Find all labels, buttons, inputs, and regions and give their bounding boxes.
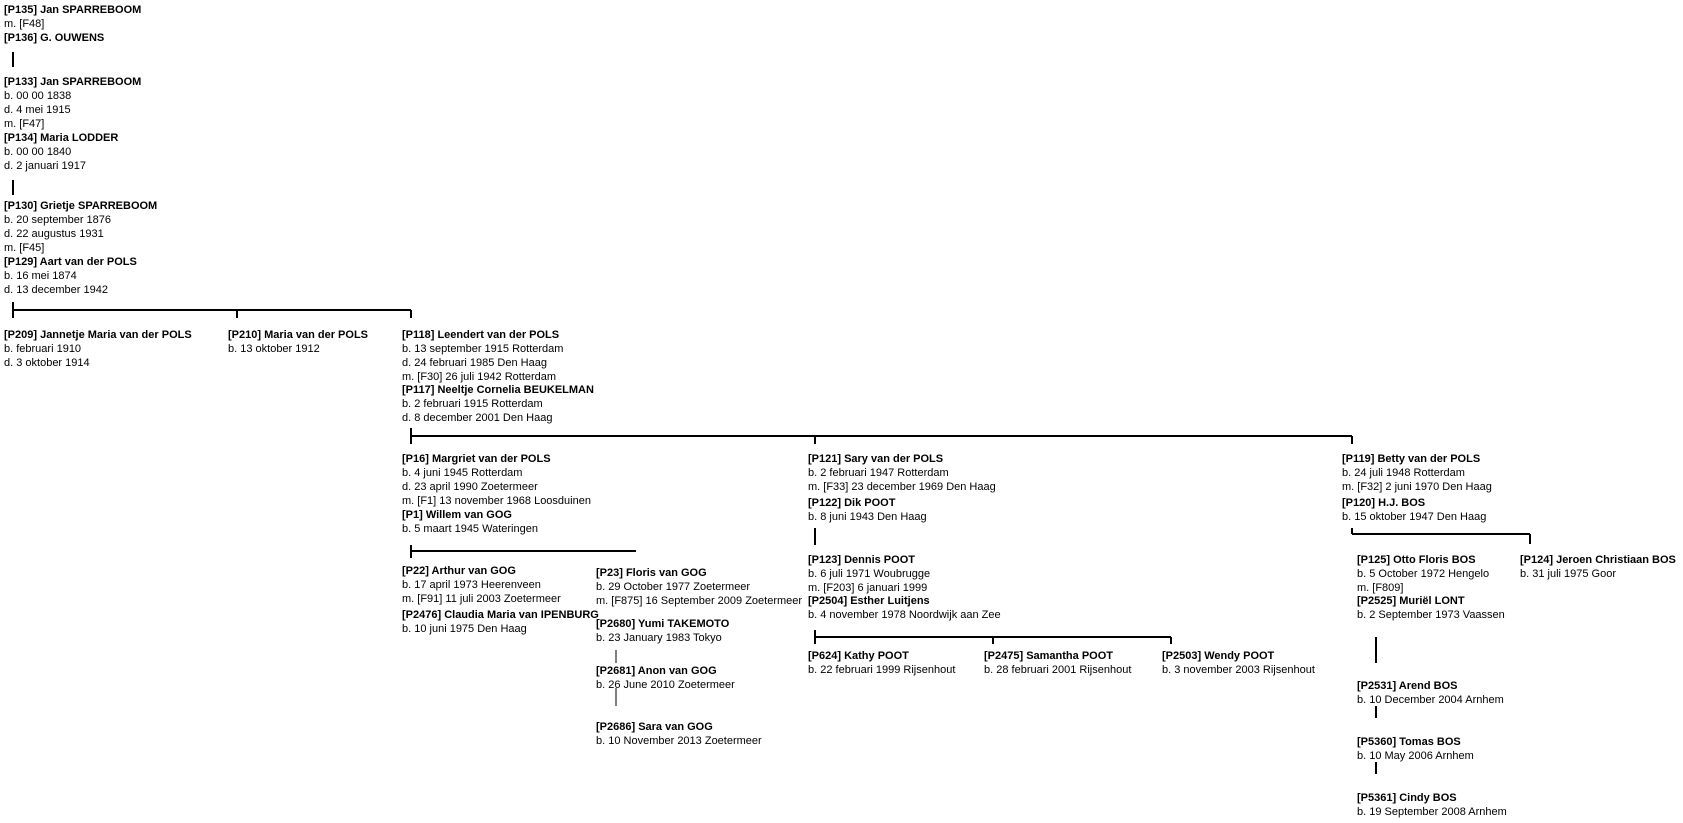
- person-fact: b. 2 September 1973 Vaassen: [1357, 609, 1505, 621]
- person-name: [P136] G. OUWENS: [4, 32, 105, 44]
- person-p2686[interactable]: [596, 720, 762, 748]
- person-name: [P16] Margriet van der POLS: [402, 453, 551, 465]
- person-name: [P2503] Wendy POOT: [1162, 650, 1275, 662]
- person-name: [P135] Jan SPARREBOOM: [4, 4, 142, 16]
- person-name: [P22] Arthur van GOG: [402, 565, 516, 577]
- person-fact: b. 00 00 1840: [4, 146, 72, 158]
- person-name: [P129] Aart van der POLS: [4, 256, 137, 268]
- person-fact: b. 10 November 2013 Zoetermeer: [596, 735, 762, 747]
- person-p122[interactable]: [808, 496, 927, 524]
- person-name: [P624] Kathy POOT: [808, 650, 909, 662]
- person-fact: b. 2 februari 1947 Rotterdam: [808, 467, 949, 479]
- person-fact: m. [F875] 16 September 2009 Zoetermeer: [596, 595, 803, 607]
- person-name: [P118] Leendert van der POLS: [402, 329, 560, 341]
- person-name: [P5360] Tomas BOS: [1357, 736, 1461, 748]
- person-fact: d. 13 december 1942: [4, 284, 108, 296]
- person-fact: b. 10 May 2006 Arnhem: [1357, 750, 1474, 762]
- person-fact: m. [F809]: [1357, 582, 1404, 594]
- person-fact: b. 2 februari 1915 Rotterdam: [402, 398, 543, 410]
- person-fact: b. 28 februari 2001 Rijsenhout: [984, 664, 1132, 676]
- person-fact: m. [F1] 13 november 1968 Loosduinen: [402, 495, 591, 507]
- person-p136[interactable]: [4, 31, 104, 45]
- person-name: [P209] Jannetje Maria van der POLS: [4, 329, 192, 341]
- person-fact: b. 5 October 1972 Hengelo: [1357, 568, 1490, 580]
- person-name: [P2504] Esther Luitjens: [808, 595, 930, 607]
- person-name: [P210] Maria van der POLS: [228, 329, 368, 341]
- person-fact: m. [F48]: [4, 18, 45, 30]
- person-fact: m. [F91] 11 juli 2003 Zoetermeer: [402, 593, 561, 605]
- person-name: [P2476] Claudia Maria van IPENBURG: [402, 609, 599, 621]
- person-fact: b. 6 juli 1971 Woubrugge: [808, 568, 931, 580]
- person-fact: b. 19 September 2008 Arnhem: [1357, 806, 1507, 818]
- person-p2475[interactable]: [984, 649, 1131, 677]
- person-name: [P2681] Anon van GOG: [596, 665, 717, 677]
- person-p130[interactable]: [4, 199, 157, 255]
- person-fact: b. 13 oktober 1912: [228, 343, 320, 355]
- person-fact: b. 00 00 1838: [4, 90, 72, 102]
- person-p16[interactable]: [402, 452, 591, 508]
- person-p5361[interactable]: [1357, 791, 1507, 819]
- person-fact: b. 24 juli 1948 Rotterdam: [1342, 467, 1465, 479]
- person-name: [P2475] Samantha POOT: [984, 650, 1113, 662]
- person-p2680[interactable]: [596, 617, 729, 645]
- person-p133[interactable]: [4, 75, 141, 131]
- person-name: [P124] Jeroen Christiaan BOS: [1520, 554, 1676, 566]
- person-fact: b. 23 January 1983 Tokyo: [596, 632, 722, 644]
- person-fact: b. 31 juli 1975 Goor: [1520, 568, 1617, 580]
- person-fact: b. 4 november 1978 Noordwijk aan Zee: [808, 609, 1001, 621]
- person-p2503[interactable]: [1162, 649, 1315, 677]
- person-name: [P5361] Cindy BOS: [1357, 792, 1457, 804]
- person-name: [P2531] Arend BOS: [1357, 680, 1458, 692]
- person-fact: d. 8 december 2001 Den Haag: [402, 412, 553, 424]
- person-name: [P130] Grietje SPARREBOOM: [4, 200, 158, 212]
- person-p209[interactable]: [4, 328, 192, 370]
- person-fact: m. [F32] 2 juni 1970 Den Haag: [1342, 481, 1492, 493]
- person-p118[interactable]: [402, 328, 563, 384]
- person-p117[interactable]: [402, 383, 594, 425]
- person-name: [P1] Willem van GOG: [402, 509, 512, 521]
- person-fact: m. [F47]: [4, 118, 45, 130]
- person-fact: b. 20 september 1876: [4, 214, 112, 226]
- person-p1[interactable]: [402, 508, 538, 536]
- person-fact: b. 4 juni 1945 Rotterdam: [402, 467, 523, 479]
- person-name: [P2680] Yumi TAKEMOTO: [596, 618, 730, 630]
- person-name: [P121] Sary van der POLS: [808, 453, 944, 465]
- person-fact: d. 4 mei 1915: [4, 104, 71, 116]
- person-fact: b. 17 april 1973 Heerenveen: [402, 579, 541, 591]
- person-p135[interactable]: [4, 3, 141, 31]
- person-p2525[interactable]: [1357, 594, 1505, 622]
- person-name: [P117] Neeltje Cornelia BEUKELMAN: [402, 384, 594, 396]
- person-p2476[interactable]: [402, 608, 599, 636]
- person-name: [P123] Dennis POOT: [808, 554, 915, 566]
- person-name: [P2686] Sara van GOG: [596, 721, 713, 733]
- person-fact: b. 3 november 2003 Rijsenhout: [1162, 664, 1315, 676]
- person-name: [P122] Dik POOT: [808, 497, 896, 509]
- person-name: [P134] Maria LODDER: [4, 132, 119, 144]
- person-p2504[interactable]: [808, 594, 1001, 622]
- person-fact: d. 2 januari 1917: [4, 160, 86, 172]
- person-fact: d. 24 februari 1985 Den Haag: [402, 357, 547, 369]
- person-name: [P120] H.J. BOS: [1342, 497, 1426, 509]
- person-fact: b. 8 juni 1943 Den Haag: [808, 511, 927, 523]
- person-fact: d. 22 augustus 1931: [4, 228, 104, 240]
- person-p624[interactable]: [808, 649, 955, 677]
- person-p2531[interactable]: [1357, 679, 1504, 707]
- person-p123[interactable]: [808, 553, 930, 595]
- person-p125[interactable]: [1357, 553, 1489, 595]
- person-fact: d. 3 oktober 1914: [4, 357, 90, 369]
- person-p124[interactable]: [1520, 553, 1676, 581]
- person-name: [P125] Otto Floris BOS: [1357, 554, 1476, 566]
- person-fact: b. 26 June 2010 Zoetermeer: [596, 679, 735, 691]
- person-fact: b. 15 oktober 1947 Den Haag: [1342, 511, 1487, 523]
- person-p5360[interactable]: [1357, 735, 1474, 763]
- person-name: [P119] Betty van der POLS: [1342, 453, 1481, 465]
- person-fact: m. [F33] 23 december 1969 Den Haag: [808, 481, 996, 493]
- person-p22[interactable]: [402, 564, 561, 606]
- person-fact: m. [F203] 6 januari 1999: [808, 582, 928, 594]
- person-name: [P2525] Muriël LONT: [1357, 595, 1465, 607]
- person-p121[interactable]: [808, 452, 996, 494]
- person-fact: b. 10 December 2004 Arnhem: [1357, 694, 1504, 706]
- person-name: [P23] Floris van GOG: [596, 567, 707, 579]
- person-fact: b. 29 October 1977 Zoetermeer: [596, 581, 751, 593]
- person-fact: b. 13 september 1915 Rotterdam: [402, 343, 564, 355]
- person-name: [P133] Jan SPARREBOOM: [4, 76, 142, 88]
- person-fact: m. [F45]: [4, 242, 45, 254]
- person-p210[interactable]: [228, 328, 368, 356]
- person-fact: b. 16 mei 1874: [4, 270, 77, 282]
- person-p119[interactable]: [1342, 452, 1492, 494]
- person-fact: b. 22 februari 1999 Rijsenhout: [808, 664, 956, 676]
- person-p134[interactable]: [4, 131, 118, 173]
- person-fact: b. 10 juni 1975 Den Haag: [402, 623, 527, 635]
- person-p2681[interactable]: [596, 664, 735, 692]
- person-fact: b. 5 maart 1945 Wateringen: [402, 523, 538, 535]
- person-fact: d. 23 april 1990 Zoetermeer: [402, 481, 538, 493]
- person-p120[interactable]: [1342, 496, 1486, 524]
- person-p129[interactable]: [4, 255, 137, 297]
- person-p23[interactable]: [596, 566, 802, 608]
- person-fact: m. [F30] 26 juli 1942 Rotterdam: [402, 371, 557, 383]
- person-fact: b. februari 1910: [4, 343, 82, 355]
